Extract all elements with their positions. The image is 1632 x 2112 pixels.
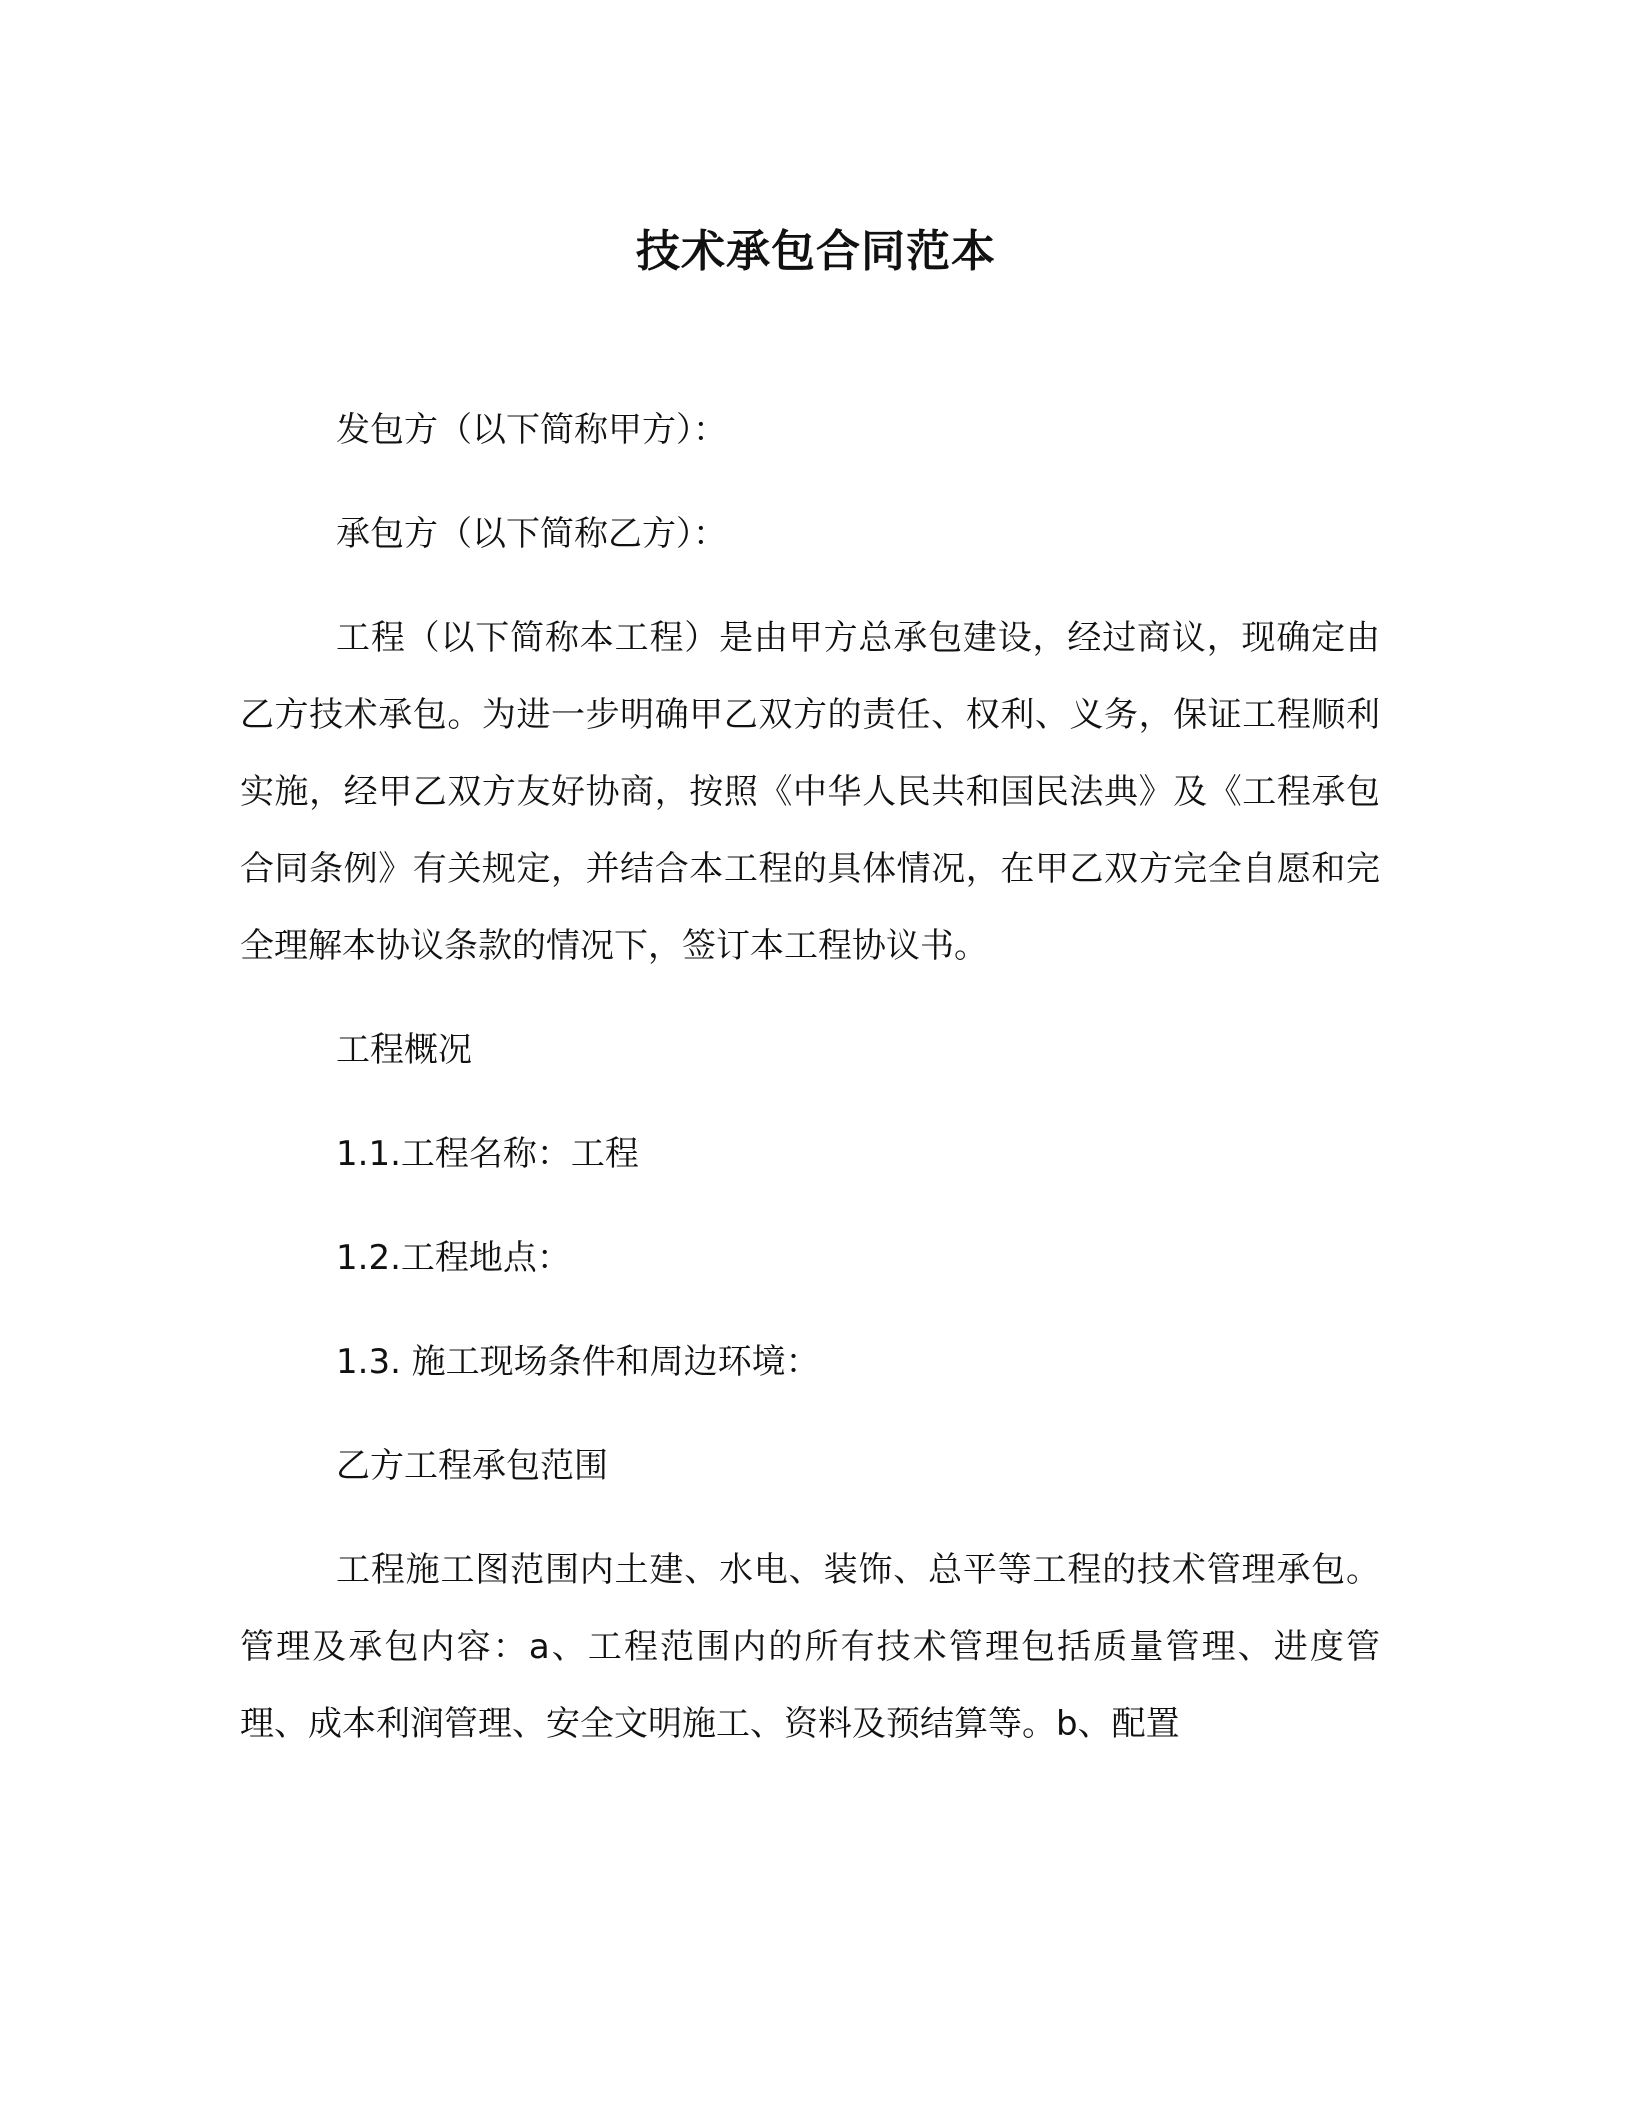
section-heading-contract-scope: 乙方工程承包范围: [336, 1446, 608, 1486]
document-title: 技术承包合同范本: [636, 226, 996, 277]
contract-scope-paragraph: 工程施工图范围内土建、水电、装饰、总平等工程的技术管理承包。管理及承包内容：a、工程范围内的所有技术管理包括质量管理、进度管理、成本利润管理、安全文明施工、资料及预结算等。b、配置: [240, 1550, 1380, 1744]
section-heading-project-overview: 工程概况: [336, 1030, 472, 1070]
party-a-line: 发包方（以下简称甲方）：: [336, 410, 727, 450]
document-body: [240, 392, 1380, 1763]
site-conditions-line: 1.3. 施工现场条件和周边环境：: [336, 1342, 820, 1382]
contract-intro-paragraph: 工程（以下简称本工程）是由甲方总承包建设，经过商议，现确定由乙方技术承包。为进一步明确甲乙双方的责任、权利、义务，保证工程顺利实施，经甲乙双方友好协商，按照《中华人民共和国民法典》及《工程承包合同条例》有关规定，并结合本工程的具体情况，在甲乙双方完全自愿和完全理解本协议条款的情况下，签订本工程协议书。: [240, 618, 1380, 966]
project-location-line: 1.2.工程地点：: [336, 1238, 571, 1278]
party-b-line: 承包方（以下简称乙方）：: [336, 514, 727, 554]
project-name-line: 1.1.工程名称：工程: [336, 1134, 639, 1174]
